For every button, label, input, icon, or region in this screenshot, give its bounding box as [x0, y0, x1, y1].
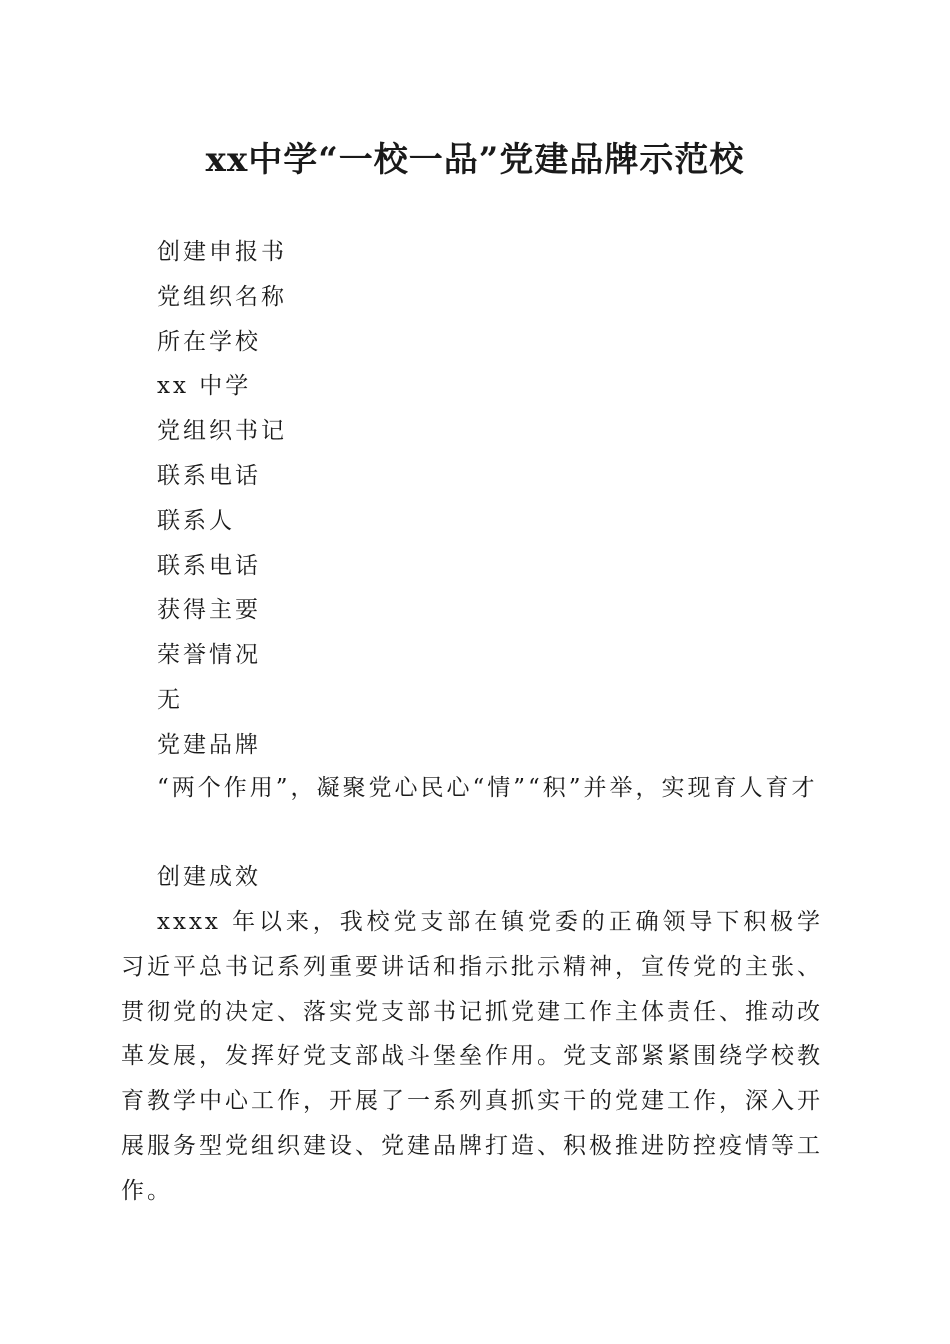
- field-line: 荣誉情况: [157, 642, 261, 669]
- field-line: 党组织名称: [157, 283, 287, 310]
- field-line: 党组织书记: [157, 418, 287, 445]
- application-fields: [157, 232, 287, 770]
- field-line: 联系电话: [157, 462, 261, 489]
- field-line: xx 中学: [157, 373, 252, 400]
- field-line: 所在学校: [157, 328, 261, 355]
- effect-label: 创建成效: [157, 864, 261, 890]
- field-line: 联系人: [157, 507, 235, 534]
- effect-paragraph: xxxx 年以来，我校党支部在镇党委的正确领导下积极学习近平总书记系列重要讲话和指示批示精神，宣传党的主张、贯彻党的决定、落实党支部书记抓党建工作主体责任、推动改革发展，发挥好党支部战斗堡垒作用。党支部紧紧围绕学校教育教学中心工作，开展了一系列真抓实干的党建工作，深入开展服务型党组织建设、党建品牌打造、积极推进防控疫情等工作。: [121, 909, 823, 1204]
- brand-paragraph: “两个作用”，凝聚党心民心“情”“积”并举，实现育人育才: [157, 775, 818, 801]
- field-line: 联系电话: [157, 552, 261, 579]
- field-line: 党建品牌: [157, 731, 261, 758]
- field-line: 创建申报书: [157, 239, 287, 265]
- document-title: xx中学“一校一品”党建品牌示范校: [205, 140, 745, 180]
- field-line: 无: [157, 686, 183, 713]
- field-line: 获得主要: [157, 597, 261, 624]
